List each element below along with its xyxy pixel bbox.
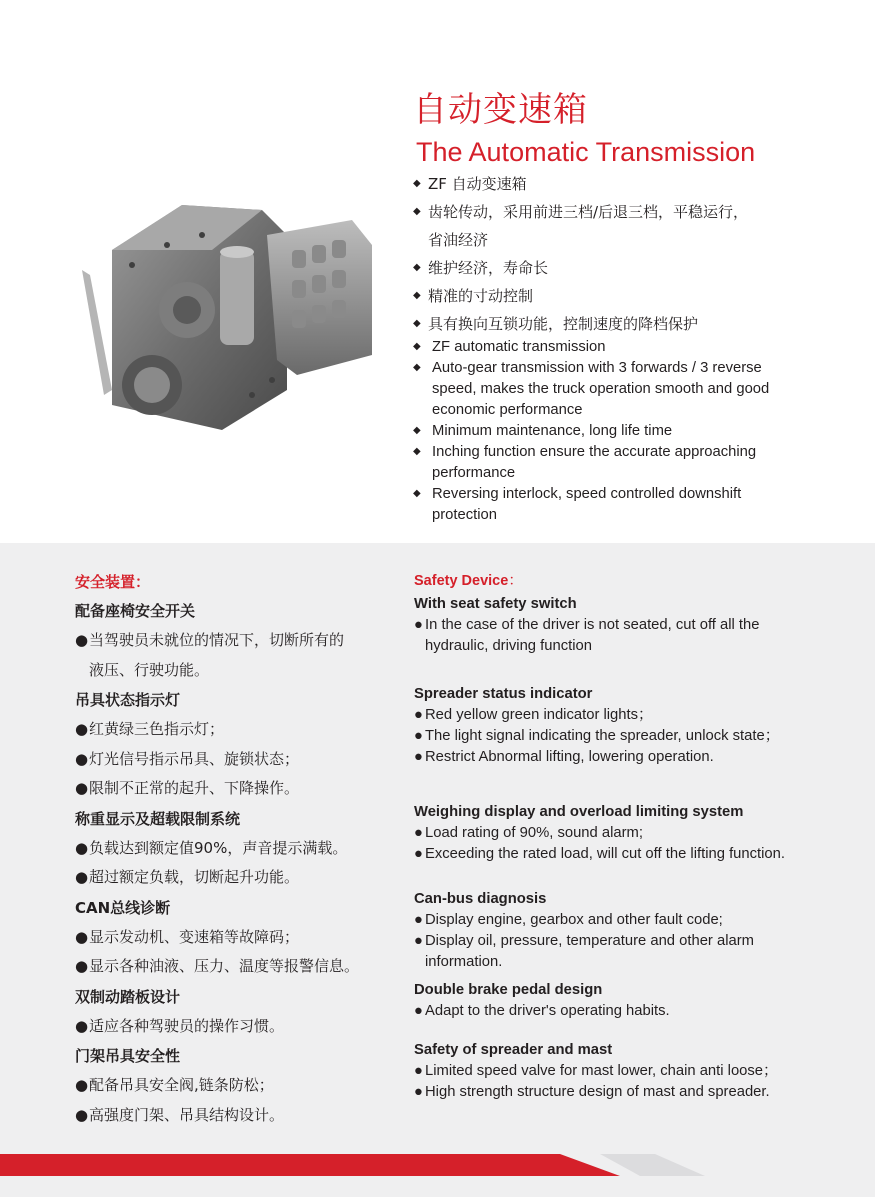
dot-bullet-icon: ● xyxy=(414,912,423,928)
dot-bullet-icon: ● xyxy=(75,1105,89,1124)
feature-line: ● Display oil, pressure, temperature and other alarm xyxy=(414,931,814,952)
dot-bullet-icon: ● xyxy=(75,749,89,768)
list-item: ◆ 齿轮传动，采用前进三档/后退三档，平稳运行， xyxy=(413,198,813,226)
feature-line: ● 超过额定负载，切断起升功能。 xyxy=(75,863,395,893)
dot-bullet-icon: ● xyxy=(75,1016,89,1035)
dot-bullet-icon: ● xyxy=(75,868,89,886)
dot-bullet-icon: ● xyxy=(75,1076,89,1094)
feature-heading: Weighing display and overload limiting system xyxy=(414,804,744,820)
dot-bullet-icon: ● xyxy=(75,957,89,975)
list-item: ◆ 具有换向互锁功能，控制速度的降档保护 xyxy=(413,310,813,338)
feature-line: hydraulic, driving function xyxy=(425,638,592,654)
feature-heading: Spreader status indicator xyxy=(414,686,593,702)
diamond-bullet-icon: ◆ xyxy=(413,341,421,352)
safety-column-english xyxy=(414,568,814,1103)
list-item-continuation: economic performance xyxy=(432,402,583,418)
feature-line: ● Load rating of 90%, sound alarm; xyxy=(414,823,814,844)
feature-line: ● 显示发动机、变速箱等故障码； xyxy=(75,923,395,953)
feature-line: ● Restrict Abnormal lifting, lowering operation. xyxy=(414,747,814,768)
diamond-bullet-icon: ◆ xyxy=(413,488,421,499)
feature-heading: Double brake pedal design xyxy=(414,982,603,998)
dot-bullet-icon: ● xyxy=(75,631,89,649)
feature-line: ● 红黄绿三色指示灯； xyxy=(75,715,395,745)
title-english: The Automatic Transmission xyxy=(416,137,756,167)
feature-line: ● 限制不正常的起升、下降操作。 xyxy=(75,774,395,804)
dot-bullet-icon: ● xyxy=(75,720,89,738)
diamond-bullet-icon: ◆ xyxy=(413,318,421,329)
title-chinese: 自动变速箱 xyxy=(413,90,588,130)
list-item: ◆ Minimum maintenance, long life time xyxy=(413,421,813,442)
feature-heading: With seat safety switch xyxy=(414,596,577,612)
feature-line: ● 显示各种油液、压力、温度等报警信息。 xyxy=(75,952,395,982)
dot-bullet-icon: ● xyxy=(414,728,423,744)
dot-bullet-icon: ● xyxy=(75,779,89,797)
diamond-bullet-icon: ◆ xyxy=(413,425,421,436)
red-stripe xyxy=(0,1154,620,1176)
list-item: ◆ ZF 自动变速箱 xyxy=(413,170,813,198)
list-item-continuation: performance xyxy=(432,465,516,481)
dot-bullet-icon: ● xyxy=(414,846,423,862)
feature-line: ● 高强度门架、吊具结构设计。 xyxy=(75,1101,395,1131)
feature-line: ● Exceeding the rated load, will cut off the lifting function. xyxy=(414,844,814,865)
feature-heading: 双制动踏板设计 xyxy=(75,987,181,1006)
feature-line: ● Display engine, gearbox and other fault code; xyxy=(414,910,814,931)
feature-line: ● 当驾驶员未就位的情况下，切断所有的 xyxy=(75,626,395,656)
list-item: ◆ 维护经济，寿命长 xyxy=(413,254,813,282)
dot-bullet-icon: ● xyxy=(414,617,423,633)
feature-list-chinese xyxy=(413,170,813,338)
diamond-bullet-icon: ◆ xyxy=(413,290,421,301)
feature-line: ● 灯光信号指示吊具、旋锁状态； xyxy=(75,745,395,775)
feature-heading: CAN总线诊断 xyxy=(75,898,171,917)
diamond-bullet-icon: ◆ xyxy=(413,206,421,217)
dot-bullet-icon: ● xyxy=(75,838,89,857)
list-item: ◆ Auto-gear transmission with 3 forwards / 3 reverse xyxy=(413,358,813,379)
list-item-continuation: 省油经济 xyxy=(428,231,489,249)
section-title: 安全装置： xyxy=(75,573,151,591)
feature-line: information. xyxy=(425,954,503,970)
feature-line: ● In the case of the driver is not seated, cut off all the xyxy=(414,615,814,636)
footer-stripe xyxy=(0,1150,875,1180)
feature-line: ● Red yellow green indicator lights； xyxy=(414,705,814,726)
dot-bullet-icon: ● xyxy=(75,927,89,946)
diamond-bullet-icon: ◆ xyxy=(413,446,421,457)
section-title: Safety Device： xyxy=(414,573,523,589)
list-item-continuation: speed, makes the truck operation smooth and good xyxy=(432,381,770,397)
dot-bullet-icon: ● xyxy=(414,933,423,949)
dot-bullet-icon: ● xyxy=(414,825,423,841)
diamond-bullet-icon: ◆ xyxy=(413,262,421,273)
feature-line: ● 配备吊具安全阀,链条防松； xyxy=(75,1071,395,1101)
dot-bullet-icon: ● xyxy=(414,749,423,765)
feature-heading: 门架吊具安全性 xyxy=(75,1047,181,1065)
grey-stripe xyxy=(600,1154,705,1176)
feature-line: ● 适应各种驾驶员的操作习惯。 xyxy=(75,1012,395,1042)
feature-line: 液压、行驶功能。 xyxy=(89,660,210,679)
feature-list-english xyxy=(413,337,813,526)
feature-heading: 配备座椅安全开关 xyxy=(75,602,196,620)
diamond-bullet-icon: ◆ xyxy=(413,362,421,373)
safety-column-chinese xyxy=(75,568,395,1130)
diamond-bullet-icon: ◆ xyxy=(413,178,421,189)
feature-line: ● Adapt to the driver's operating habits. xyxy=(414,1001,814,1022)
feature-heading: Safety of spreader and mast xyxy=(414,1042,613,1058)
transmission-illustration xyxy=(72,190,372,440)
dot-bullet-icon: ● xyxy=(414,1084,423,1100)
feature-heading: Can-bus diagnosis xyxy=(414,891,547,907)
feature-heading: 称重显示及超载限制系统 xyxy=(75,809,241,828)
list-item: ◆ ZF automatic transmission xyxy=(413,337,813,358)
dot-bullet-icon: ● xyxy=(414,1063,423,1079)
list-item-continuation: protection xyxy=(432,507,497,523)
feature-line: ● Limited speed valve for mast lower, chain anti loose； xyxy=(414,1061,814,1082)
list-item: ◆ Reversing interlock, speed controlled downshift xyxy=(413,484,813,505)
feature-heading: 吊具状态指示灯 xyxy=(75,691,181,709)
feature-line: ● High strength structure design of mast and spreader. xyxy=(414,1082,814,1103)
dot-bullet-icon: ● xyxy=(414,1003,423,1019)
dot-bullet-icon: ● xyxy=(414,707,423,723)
list-item: ◆ Inching function ensure the accurate approaching xyxy=(413,442,813,463)
list-item: ◆ 精准的寸动控制 xyxy=(413,282,813,310)
feature-line: ● 负载达到额定值90%，声音提示满载。 xyxy=(75,834,395,864)
feature-line: ● The light signal indicating the spreader, unlock state； xyxy=(414,726,814,747)
